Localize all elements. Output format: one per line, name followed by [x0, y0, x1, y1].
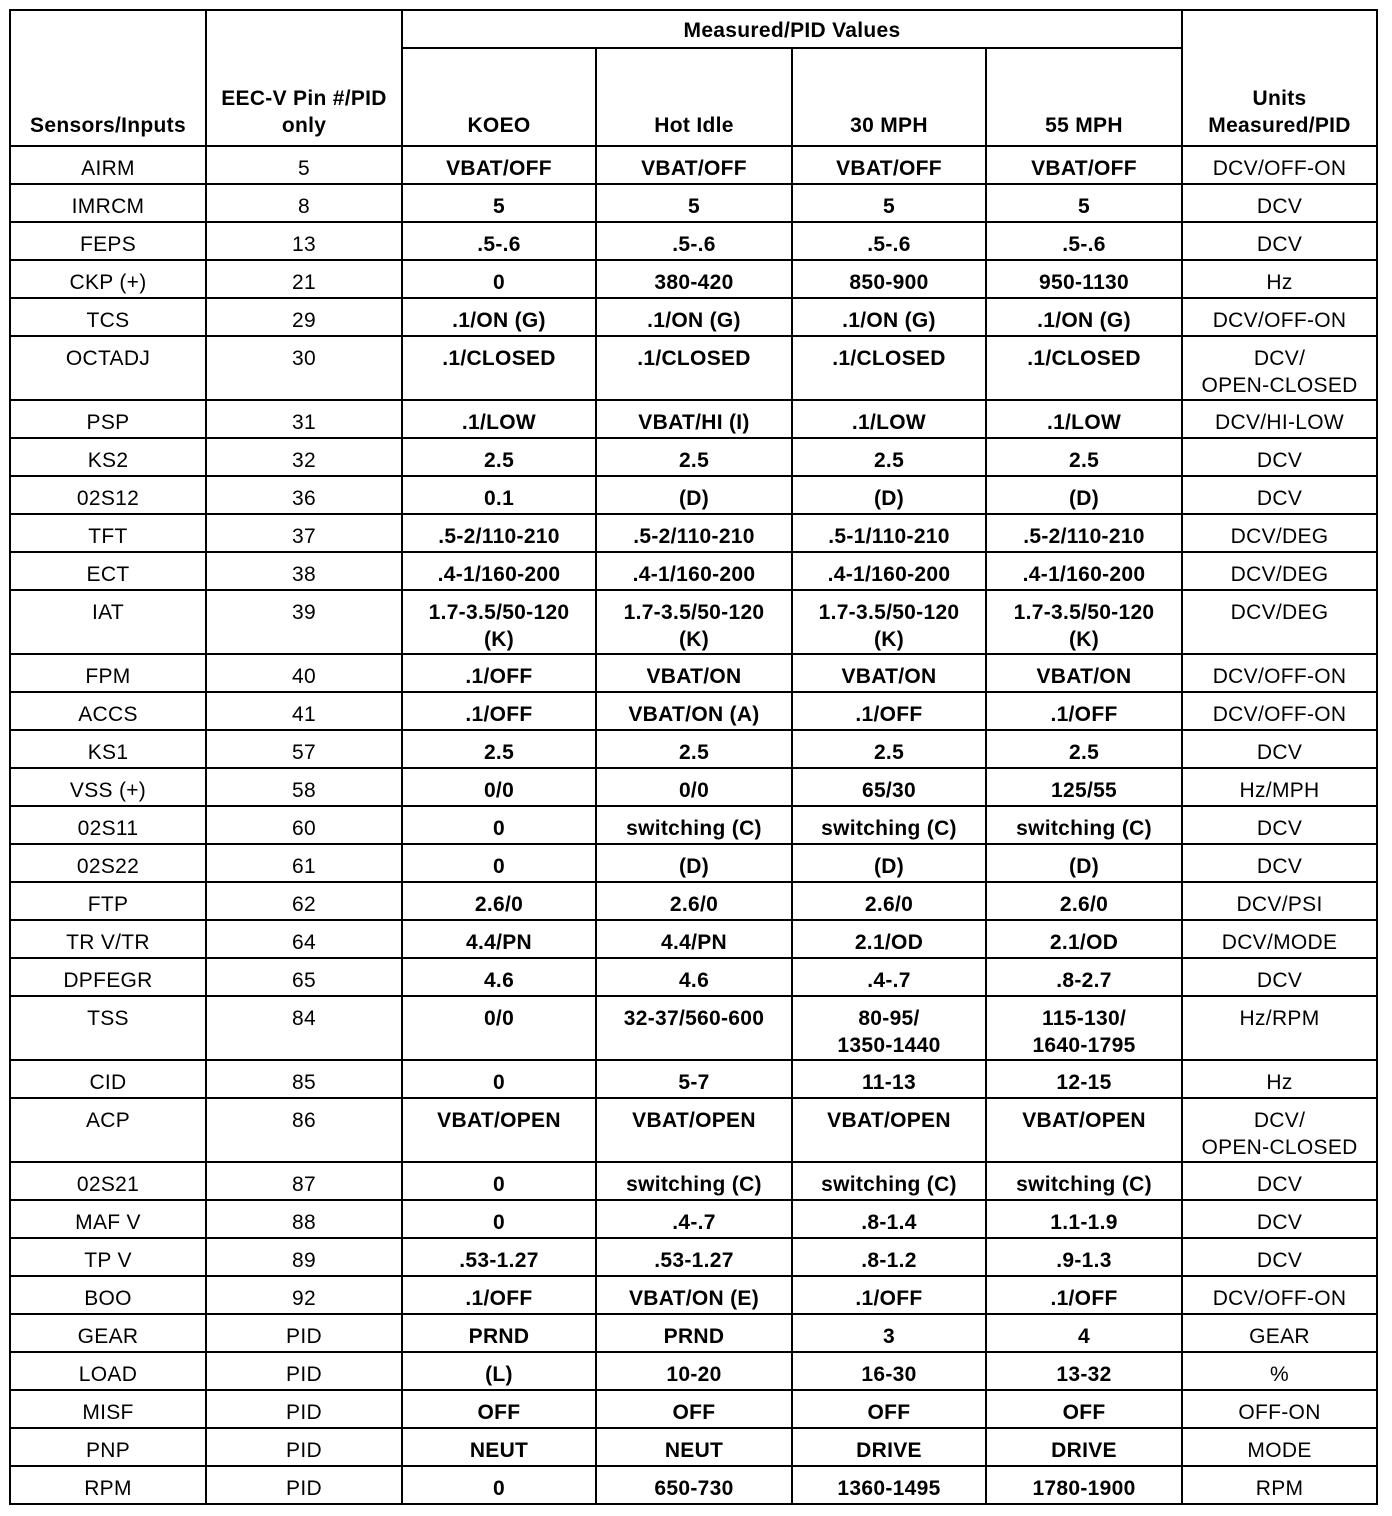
mph55-cell: 950-1130 [986, 260, 1182, 298]
table-row [10, 336, 1377, 400]
mph30-cell: OFF [792, 1390, 986, 1428]
mph55-cell: 2.5 [986, 438, 1182, 476]
mph55-cell: .8-2.7 [986, 958, 1182, 996]
mph30-cell: VBAT/OFF [792, 146, 986, 184]
mph30-cell: DRIVE [792, 1428, 986, 1466]
units-cell: DCV/ OPEN-CLOSED [1182, 336, 1377, 400]
sensor-cell: PSP [10, 400, 206, 438]
table-row [10, 1098, 1377, 1162]
header-units: Units Measured/PID [1182, 10, 1377, 146]
mph55-cell: .1/CLOSED [986, 336, 1182, 400]
header-55-mph: 55 MPH [986, 48, 1182, 146]
hot-idle-cell: 0/0 [596, 768, 792, 806]
mph30-cell: .8-1.2 [792, 1238, 986, 1276]
mph55-cell: 4 [986, 1314, 1182, 1352]
sensor-cell: CID [10, 1060, 206, 1098]
mph30-cell: 850-900 [792, 260, 986, 298]
mph55-cell: 2.1/OD [986, 920, 1182, 958]
pin-cell: 88 [206, 1200, 402, 1238]
table-row [10, 730, 1377, 768]
koeo-cell: .1/LOW [402, 400, 596, 438]
units-cell: DCV/OFF-ON [1182, 1276, 1377, 1314]
sensor-cell: CKP (+) [10, 260, 206, 298]
sensor-cell: MISF [10, 1390, 206, 1428]
mph55-cell: .4-1/160-200 [986, 552, 1182, 590]
table-row [10, 1314, 1377, 1352]
units-cell: Hz [1182, 1060, 1377, 1098]
mph30-cell: .1/OFF [792, 692, 986, 730]
pin-cell: 58 [206, 768, 402, 806]
table-row [10, 1060, 1377, 1098]
mph55-cell: switching (C) [986, 1162, 1182, 1200]
koeo-cell: .1/OFF [402, 692, 596, 730]
pin-cell: PID [206, 1428, 402, 1466]
mph55-cell: 1780-1900 [986, 1466, 1182, 1504]
mph30-cell: .5-1/110-210 [792, 514, 986, 552]
mph30-cell: 3 [792, 1314, 986, 1352]
pin-cell: 31 [206, 400, 402, 438]
koeo-cell: VBAT/OFF [402, 146, 596, 184]
koeo-cell: .53-1.27 [402, 1238, 596, 1276]
koeo-cell: 0 [402, 806, 596, 844]
pin-cell: 37 [206, 514, 402, 552]
koeo-cell: 2.5 [402, 438, 596, 476]
pin-cell: 39 [206, 590, 402, 654]
hot-idle-cell: .1/CLOSED [596, 336, 792, 400]
units-cell: DCV/OFF-ON [1182, 298, 1377, 336]
koeo-cell: 2.6/0 [402, 882, 596, 920]
koeo-cell: .1/CLOSED [402, 336, 596, 400]
mph55-cell: 13-32 [986, 1352, 1182, 1390]
hot-idle-cell: .4-1/160-200 [596, 552, 792, 590]
mph55-cell: (D) [986, 476, 1182, 514]
pin-cell: 13 [206, 222, 402, 260]
koeo-cell: 1.7-3.5/50-120 (K) [402, 590, 596, 654]
pin-cell: 30 [206, 336, 402, 400]
pin-cell: 64 [206, 920, 402, 958]
koeo-cell: (L) [402, 1352, 596, 1390]
mph30-cell: VBAT/OPEN [792, 1098, 986, 1162]
mph55-cell: DRIVE [986, 1428, 1182, 1466]
units-cell: DCV/OFF-ON [1182, 146, 1377, 184]
pin-cell: 84 [206, 996, 402, 1060]
units-cell: DCV [1182, 1162, 1377, 1200]
mph55-cell: .1/ON (G) [986, 298, 1182, 336]
koeo-cell: 0/0 [402, 996, 596, 1060]
units-cell: Hz/MPH [1182, 768, 1377, 806]
units-cell: DCV/ OPEN-CLOSED [1182, 1098, 1377, 1162]
table-row [10, 1352, 1377, 1390]
sensor-cell: LOAD [10, 1352, 206, 1390]
table-row [10, 1162, 1377, 1200]
table-row [10, 590, 1377, 654]
table-row [10, 806, 1377, 844]
hot-idle-cell: .53-1.27 [596, 1238, 792, 1276]
units-cell: DCV [1182, 1238, 1377, 1276]
sensor-cell: PNP [10, 1428, 206, 1466]
hot-idle-cell: VBAT/OFF [596, 146, 792, 184]
units-cell: DCV [1182, 1200, 1377, 1238]
mph55-cell: 12-15 [986, 1060, 1182, 1098]
sensor-cell: IMRCM [10, 184, 206, 222]
units-cell: % [1182, 1352, 1377, 1390]
units-cell: DCV/PSI [1182, 882, 1377, 920]
units-cell: DCV [1182, 438, 1377, 476]
pin-cell: 89 [206, 1238, 402, 1276]
koeo-cell: 0 [402, 260, 596, 298]
koeo-cell: .5-.6 [402, 222, 596, 260]
units-cell: Hz/RPM [1182, 996, 1377, 1060]
units-cell: DCV [1182, 476, 1377, 514]
hot-idle-cell: VBAT/HI (I) [596, 400, 792, 438]
units-cell: RPM [1182, 1466, 1377, 1504]
koeo-cell: 4.4/PN [402, 920, 596, 958]
pin-cell: PID [206, 1352, 402, 1390]
header-koeo: KOEO [402, 48, 596, 146]
mph55-cell: .1/OFF [986, 692, 1182, 730]
pin-cell: 57 [206, 730, 402, 768]
units-cell: DCV/DEG [1182, 552, 1377, 590]
koeo-cell: 0 [402, 844, 596, 882]
sensor-cell: ACCS [10, 692, 206, 730]
mph55-cell: 115-130/ 1640-1795 [986, 996, 1182, 1060]
sensor-cell: FTP [10, 882, 206, 920]
mph30-cell: .1/LOW [792, 400, 986, 438]
units-cell: DCV [1182, 184, 1377, 222]
hot-idle-cell: VBAT/ON [596, 654, 792, 692]
hot-idle-cell: .5-.6 [596, 222, 792, 260]
hot-idle-cell: 5 [596, 184, 792, 222]
mph55-cell: OFF [986, 1390, 1182, 1428]
pin-cell: 60 [206, 806, 402, 844]
hot-idle-cell: .1/ON (G) [596, 298, 792, 336]
table-row [10, 1276, 1377, 1314]
table-row [10, 476, 1377, 514]
mph55-cell: .1/OFF [986, 1276, 1182, 1314]
mph55-cell: 1.7-3.5/50-120 (K) [986, 590, 1182, 654]
sensor-cell: ECT [10, 552, 206, 590]
pin-cell: 5 [206, 146, 402, 184]
units-cell: DCV/DEG [1182, 590, 1377, 654]
mph55-cell: .9-1.3 [986, 1238, 1182, 1276]
hot-idle-cell: OFF [596, 1390, 792, 1428]
pin-cell: 87 [206, 1162, 402, 1200]
sensor-cell: KS2 [10, 438, 206, 476]
pin-cell: 36 [206, 476, 402, 514]
hot-idle-cell: 2.5 [596, 438, 792, 476]
mph55-cell: .5-2/110-210 [986, 514, 1182, 552]
hot-idle-cell: 5-7 [596, 1060, 792, 1098]
hot-idle-cell: 4.4/PN [596, 920, 792, 958]
units-cell: GEAR [1182, 1314, 1377, 1352]
table-row [10, 222, 1377, 260]
sensor-cell: ACP [10, 1098, 206, 1162]
table-row [10, 260, 1377, 298]
mph30-cell: 2.1/OD [792, 920, 986, 958]
sensor-cell: TCS [10, 298, 206, 336]
header-pin: EEC-V Pin #/PID only [206, 10, 402, 146]
pin-cell: 92 [206, 1276, 402, 1314]
koeo-cell: .4-1/160-200 [402, 552, 596, 590]
koeo-cell: 2.5 [402, 730, 596, 768]
units-cell: DCV [1182, 222, 1377, 260]
mph55-cell: 2.6/0 [986, 882, 1182, 920]
koeo-cell: 0.1 [402, 476, 596, 514]
sensor-cell: TR V/TR [10, 920, 206, 958]
hot-idle-cell: 2.6/0 [596, 882, 792, 920]
mph30-cell: .8-1.4 [792, 1200, 986, 1238]
sensor-cell: 02S11 [10, 806, 206, 844]
sensor-cell: DPFEGR [10, 958, 206, 996]
table-row [10, 844, 1377, 882]
hot-idle-cell: VBAT/ON (E) [596, 1276, 792, 1314]
sensor-cell: AIRM [10, 146, 206, 184]
document-page [9, 9, 1378, 1505]
mph30-cell: switching (C) [792, 806, 986, 844]
koeo-cell: 0 [402, 1162, 596, 1200]
units-cell: DCV/OFF-ON [1182, 654, 1377, 692]
mph30-cell: 2.6/0 [792, 882, 986, 920]
pin-cell: 62 [206, 882, 402, 920]
table-row [10, 146, 1377, 184]
table-body [10, 146, 1377, 1504]
table-row [10, 514, 1377, 552]
mph30-cell: .1/ON (G) [792, 298, 986, 336]
sensor-cell: 02S21 [10, 1162, 206, 1200]
sensor-cell: KS1 [10, 730, 206, 768]
sensor-cell: FPM [10, 654, 206, 692]
table-row [10, 958, 1377, 996]
hot-idle-cell: 380-420 [596, 260, 792, 298]
hot-idle-cell: (D) [596, 476, 792, 514]
units-cell: OFF-ON [1182, 1390, 1377, 1428]
mph55-cell: switching (C) [986, 806, 1182, 844]
units-cell: DCV [1182, 844, 1377, 882]
pin-cell: PID [206, 1466, 402, 1504]
units-cell: DCV/DEG [1182, 514, 1377, 552]
sensor-cell: MAF V [10, 1200, 206, 1238]
table-row [10, 996, 1377, 1060]
table-row [10, 1200, 1377, 1238]
hot-idle-cell: 2.5 [596, 730, 792, 768]
table-row [10, 1466, 1377, 1504]
header-measured-values: Measured/PID Values [402, 10, 1182, 48]
hot-idle-cell: .5-2/110-210 [596, 514, 792, 552]
sensor-cell: RPM [10, 1466, 206, 1504]
header-30-mph: 30 MPH [792, 48, 986, 146]
table-row [10, 920, 1377, 958]
koeo-cell: 0/0 [402, 768, 596, 806]
koeo-cell: NEUT [402, 1428, 596, 1466]
table-row [10, 298, 1377, 336]
mph55-cell: 1.1-1.9 [986, 1200, 1182, 1238]
hot-idle-cell: switching (C) [596, 806, 792, 844]
table-row [10, 1428, 1377, 1466]
mph55-cell: VBAT/OFF [986, 146, 1182, 184]
mph30-cell: 2.5 [792, 730, 986, 768]
pin-cell: 85 [206, 1060, 402, 1098]
table-row [10, 654, 1377, 692]
koeo-cell: .1/ON (G) [402, 298, 596, 336]
hot-idle-cell: VBAT/OPEN [596, 1098, 792, 1162]
mph30-cell: (D) [792, 844, 986, 882]
table-row [10, 552, 1377, 590]
mph30-cell: 1.7-3.5/50-120 (K) [792, 590, 986, 654]
table-row [10, 400, 1377, 438]
sensor-cell: VSS (+) [10, 768, 206, 806]
mph30-cell: .1/OFF [792, 1276, 986, 1314]
mph30-cell: .5-.6 [792, 222, 986, 260]
table-row [10, 1390, 1377, 1428]
sensor-cell: OCTADJ [10, 336, 206, 400]
hot-idle-cell: 4.6 [596, 958, 792, 996]
pin-cell: PID [206, 1390, 402, 1428]
units-cell: DCV [1182, 958, 1377, 996]
koeo-cell: 0 [402, 1466, 596, 1504]
units-cell: DCV/MODE [1182, 920, 1377, 958]
hot-idle-cell: PRND [596, 1314, 792, 1352]
mph30-cell: .4-.7 [792, 958, 986, 996]
mph30-cell: switching (C) [792, 1162, 986, 1200]
pin-cell: 40 [206, 654, 402, 692]
hot-idle-cell: 10-20 [596, 1352, 792, 1390]
koeo-cell: OFF [402, 1390, 596, 1428]
mph30-cell: .1/CLOSED [792, 336, 986, 400]
hot-idle-cell: 32-37/560-600 [596, 996, 792, 1060]
mph55-cell: (D) [986, 844, 1182, 882]
units-cell: DCV [1182, 806, 1377, 844]
sensor-cell: TSS [10, 996, 206, 1060]
mph30-cell: 65/30 [792, 768, 986, 806]
units-cell: DCV/OFF-ON [1182, 692, 1377, 730]
table-row [10, 768, 1377, 806]
mph55-cell: .5-.6 [986, 222, 1182, 260]
koeo-cell: 4.6 [402, 958, 596, 996]
hot-idle-cell: NEUT [596, 1428, 792, 1466]
pin-cell: 38 [206, 552, 402, 590]
header-sensors: Sensors/Inputs [10, 10, 206, 146]
units-cell: Hz [1182, 260, 1377, 298]
mph30-cell: 80-95/ 1350-1440 [792, 996, 986, 1060]
units-cell: DCV [1182, 730, 1377, 768]
hot-idle-cell: 1.7-3.5/50-120 (K) [596, 590, 792, 654]
mph55-cell: VBAT/ON [986, 654, 1182, 692]
hot-idle-cell: .4-.7 [596, 1200, 792, 1238]
mph30-cell: 11-13 [792, 1060, 986, 1098]
mph55-cell: 5 [986, 184, 1182, 222]
koeo-cell: 0 [402, 1200, 596, 1238]
hot-idle-cell: 650-730 [596, 1466, 792, 1504]
pin-cell: 41 [206, 692, 402, 730]
table-row [10, 692, 1377, 730]
hot-idle-cell: VBAT/ON (A) [596, 692, 792, 730]
mph30-cell: 2.5 [792, 438, 986, 476]
table-row [10, 438, 1377, 476]
mph30-cell: .4-1/160-200 [792, 552, 986, 590]
mph30-cell: 16-30 [792, 1352, 986, 1390]
mph30-cell: VBAT/ON [792, 654, 986, 692]
units-cell: DCV/HI-LOW [1182, 400, 1377, 438]
pin-cell: 8 [206, 184, 402, 222]
sensor-cell: 02S22 [10, 844, 206, 882]
koeo-cell: .5-2/110-210 [402, 514, 596, 552]
hot-idle-cell: switching (C) [596, 1162, 792, 1200]
mph30-cell: 1360-1495 [792, 1466, 986, 1504]
pid-values-table [9, 9, 1378, 1505]
sensor-cell: GEAR [10, 1314, 206, 1352]
mph55-cell: 125/55 [986, 768, 1182, 806]
pin-cell: 21 [206, 260, 402, 298]
table-row [10, 882, 1377, 920]
mph55-cell: .1/LOW [986, 400, 1182, 438]
hot-idle-cell: (D) [596, 844, 792, 882]
header-hot-idle: Hot Idle [596, 48, 792, 146]
pin-cell: 29 [206, 298, 402, 336]
table-row [10, 1238, 1377, 1276]
pin-cell: 65 [206, 958, 402, 996]
units-cell: MODE [1182, 1428, 1377, 1466]
sensor-cell: TFT [10, 514, 206, 552]
pin-cell: 86 [206, 1098, 402, 1162]
koeo-cell: VBAT/OPEN [402, 1098, 596, 1162]
pin-cell: 32 [206, 438, 402, 476]
koeo-cell: .1/OFF [402, 1276, 596, 1314]
mph30-cell: (D) [792, 476, 986, 514]
koeo-cell: PRND [402, 1314, 596, 1352]
mph30-cell: 5 [792, 184, 986, 222]
koeo-cell: .1/OFF [402, 654, 596, 692]
koeo-cell: 0 [402, 1060, 596, 1098]
pin-cell: PID [206, 1314, 402, 1352]
table-row [10, 184, 1377, 222]
pin-cell: 61 [206, 844, 402, 882]
sensor-cell: FEPS [10, 222, 206, 260]
sensor-cell: BOO [10, 1276, 206, 1314]
mph55-cell: 2.5 [986, 730, 1182, 768]
sensor-cell: IAT [10, 590, 206, 654]
koeo-cell: 5 [402, 184, 596, 222]
mph55-cell: VBAT/OPEN [986, 1098, 1182, 1162]
sensor-cell: TP V [10, 1238, 206, 1276]
sensor-cell: 02S12 [10, 476, 206, 514]
